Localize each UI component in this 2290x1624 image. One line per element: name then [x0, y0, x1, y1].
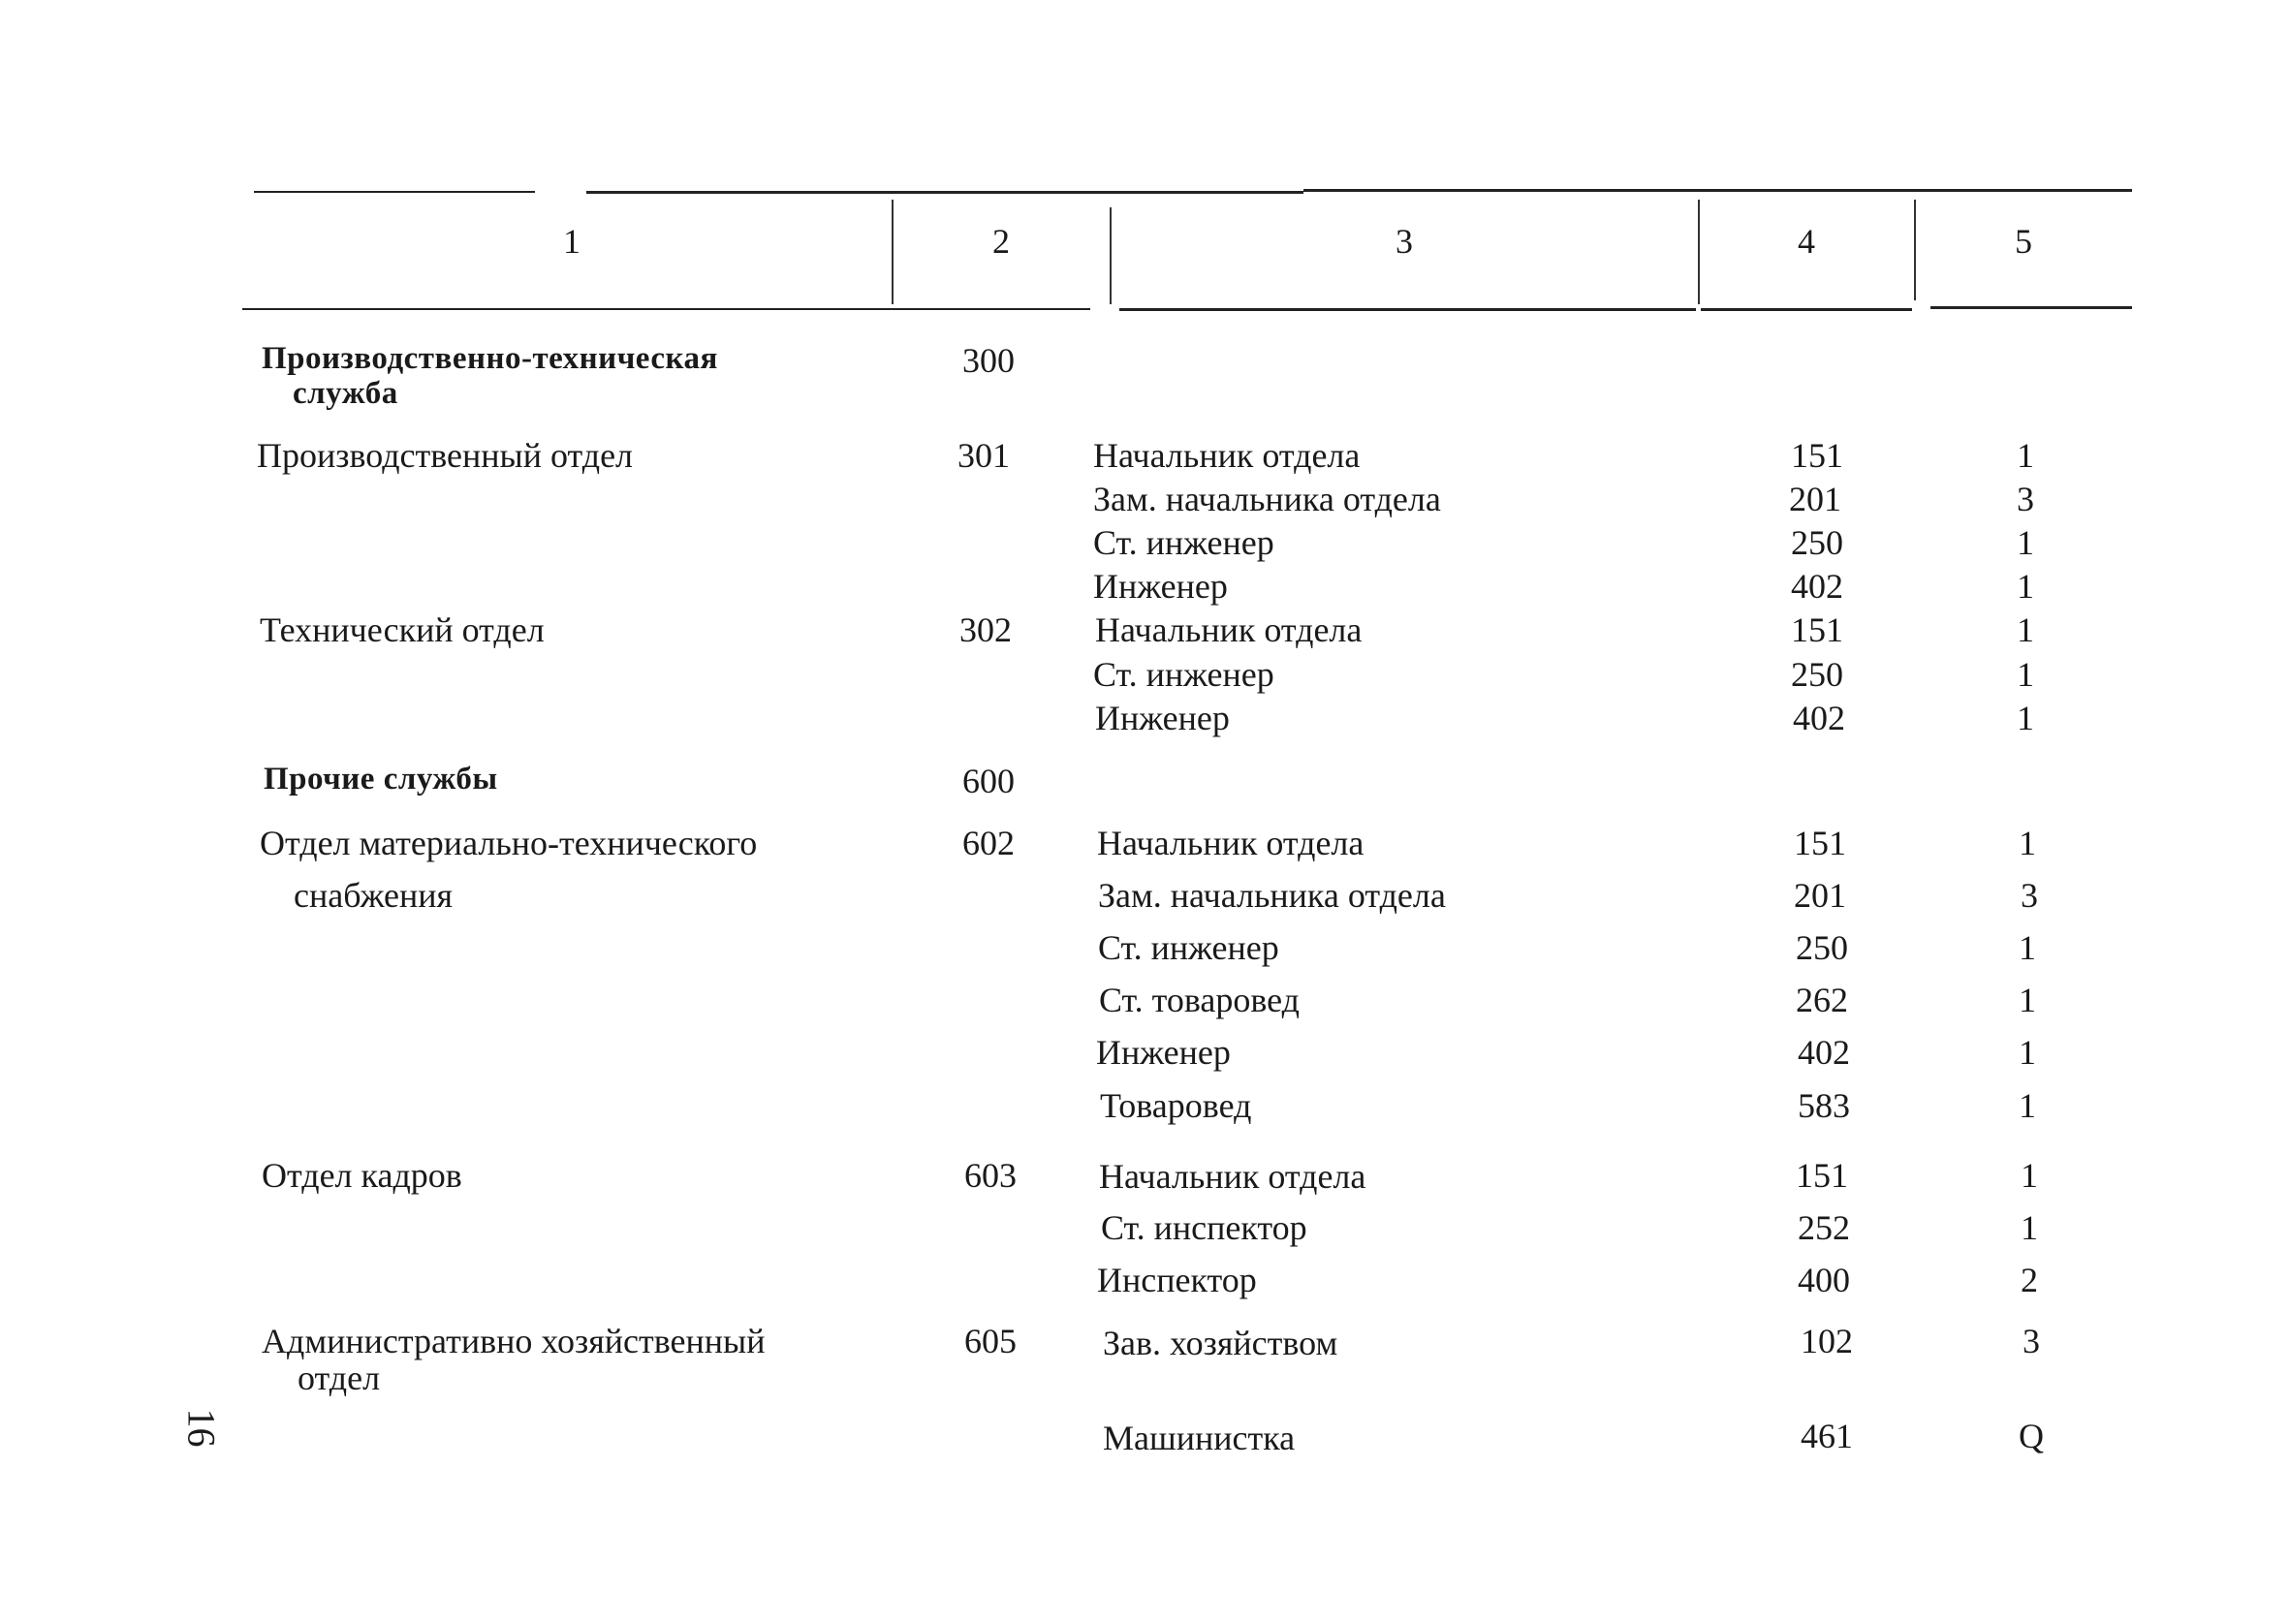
position-name: Начальник отдела: [1095, 610, 1363, 649]
position-category: 1: [2021, 1156, 2038, 1195]
position-code: 151: [1791, 436, 1843, 475]
position-name: Ст. товаровед: [1099, 981, 1300, 1019]
position-code: 402: [1798, 1033, 1850, 1072]
header-bottom-rule-c5: [1930, 306, 2132, 309]
header-col-3: 3: [1396, 222, 1413, 261]
position-name: Инспектор: [1097, 1261, 1257, 1299]
position-name: Ст. инженер: [1098, 928, 1279, 967]
header-bottom-rule-left: [242, 308, 1090, 310]
position-category: 3: [2023, 1322, 2040, 1360]
position-code: 400: [1798, 1261, 1850, 1299]
position-code: 151: [1796, 1156, 1848, 1195]
department-code: 302: [959, 610, 1012, 649]
position-name: Начальник отдела: [1099, 1157, 1366, 1196]
position-category: 1: [2019, 928, 2036, 967]
department-name: Технический отдел: [260, 610, 545, 649]
position-category: 1: [2017, 610, 2034, 649]
header-bottom-rule-c4: [1701, 308, 1912, 311]
header-col-2: 2: [992, 222, 1010, 261]
header-divider-3: [1698, 200, 1700, 304]
header-col-1: 1: [563, 222, 580, 261]
position-category: 1: [2019, 824, 2036, 862]
position-code: 402: [1791, 567, 1843, 606]
section-title-cont: служба: [293, 376, 398, 411]
position-category: 1: [2017, 436, 2034, 475]
position-name: Ст. инспектор: [1101, 1208, 1307, 1247]
table-top-rule-left: [254, 191, 535, 193]
position-category: 1: [2017, 567, 2034, 606]
department-code: 301: [957, 436, 1010, 475]
position-name: Ст. инженер: [1093, 523, 1274, 562]
department-name: Производственный отдел: [257, 436, 634, 475]
position-name: Машинистка: [1103, 1419, 1296, 1457]
page-number: 16: [179, 1408, 224, 1448]
header-divider-1: [892, 200, 894, 304]
department-name-cont: снабжения: [294, 876, 454, 915]
header-divider-4: [1914, 200, 1916, 300]
position-name: Ст. инженер: [1093, 655, 1274, 694]
department-name-cont: отдел: [298, 1359, 381, 1397]
department-name: Отдел материально-технического: [260, 824, 758, 862]
position-code: 201: [1794, 876, 1846, 915]
position-name: Начальник отдела: [1093, 436, 1361, 475]
position-category: 1: [2019, 981, 2036, 1019]
position-category: 2: [2021, 1261, 2038, 1299]
section-code: 600: [962, 762, 1015, 800]
section-title: Производственно-техническая: [262, 341, 718, 376]
position-code: 402: [1793, 699, 1845, 737]
department-code: 603: [964, 1156, 1017, 1195]
position-code: 151: [1794, 824, 1846, 862]
position-category: 3: [2021, 876, 2038, 915]
position-name: Инженер: [1093, 567, 1228, 606]
table-top-rule-mid: [586, 191, 1303, 194]
position-code: 102: [1801, 1322, 1853, 1360]
position-code: 250: [1791, 523, 1843, 562]
header-divider-2: [1110, 207, 1112, 304]
position-code: 262: [1796, 981, 1848, 1019]
position-name: Зам. начальника отдела: [1093, 480, 1441, 518]
header-col-4: 4: [1798, 222, 1815, 261]
position-category: 3: [2017, 480, 2034, 518]
position-name: Инженер: [1095, 699, 1230, 737]
position-category: 1: [2017, 699, 2034, 737]
position-code: 250: [1791, 655, 1843, 694]
position-code: 201: [1789, 480, 1841, 518]
header-col-5: 5: [2015, 222, 2032, 261]
department-name: Административно хозяйственный: [262, 1322, 766, 1360]
position-name: Зам. начальника отдела: [1098, 876, 1446, 915]
position-category: 1: [2019, 1086, 2036, 1125]
position-category: 1: [2017, 523, 2034, 562]
position-name: Товаровед: [1100, 1086, 1252, 1125]
section-code: 300: [962, 341, 1015, 380]
department-name: Отдел кадров: [262, 1156, 462, 1195]
section-title: Прочие службы: [264, 762, 498, 796]
position-name: Инженер: [1096, 1033, 1231, 1072]
position-category: 1: [2017, 655, 2034, 694]
position-code: 250: [1796, 928, 1848, 967]
position-name: Начальник отдела: [1097, 824, 1365, 862]
department-code: 605: [964, 1322, 1017, 1360]
position-category: 1: [2021, 1208, 2038, 1247]
position-code: 252: [1798, 1208, 1850, 1247]
department-code: 602: [962, 824, 1015, 862]
position-name: Зав. хозяйством: [1103, 1324, 1338, 1362]
position-code: 461: [1801, 1417, 1853, 1455]
position-category: Q: [2019, 1417, 2044, 1455]
table-top-rule-right: [1303, 189, 2132, 192]
position-code: 583: [1798, 1086, 1850, 1125]
header-bottom-rule-mid: [1119, 308, 1696, 311]
position-category: 1: [2019, 1033, 2036, 1072]
position-code: 151: [1791, 610, 1843, 649]
